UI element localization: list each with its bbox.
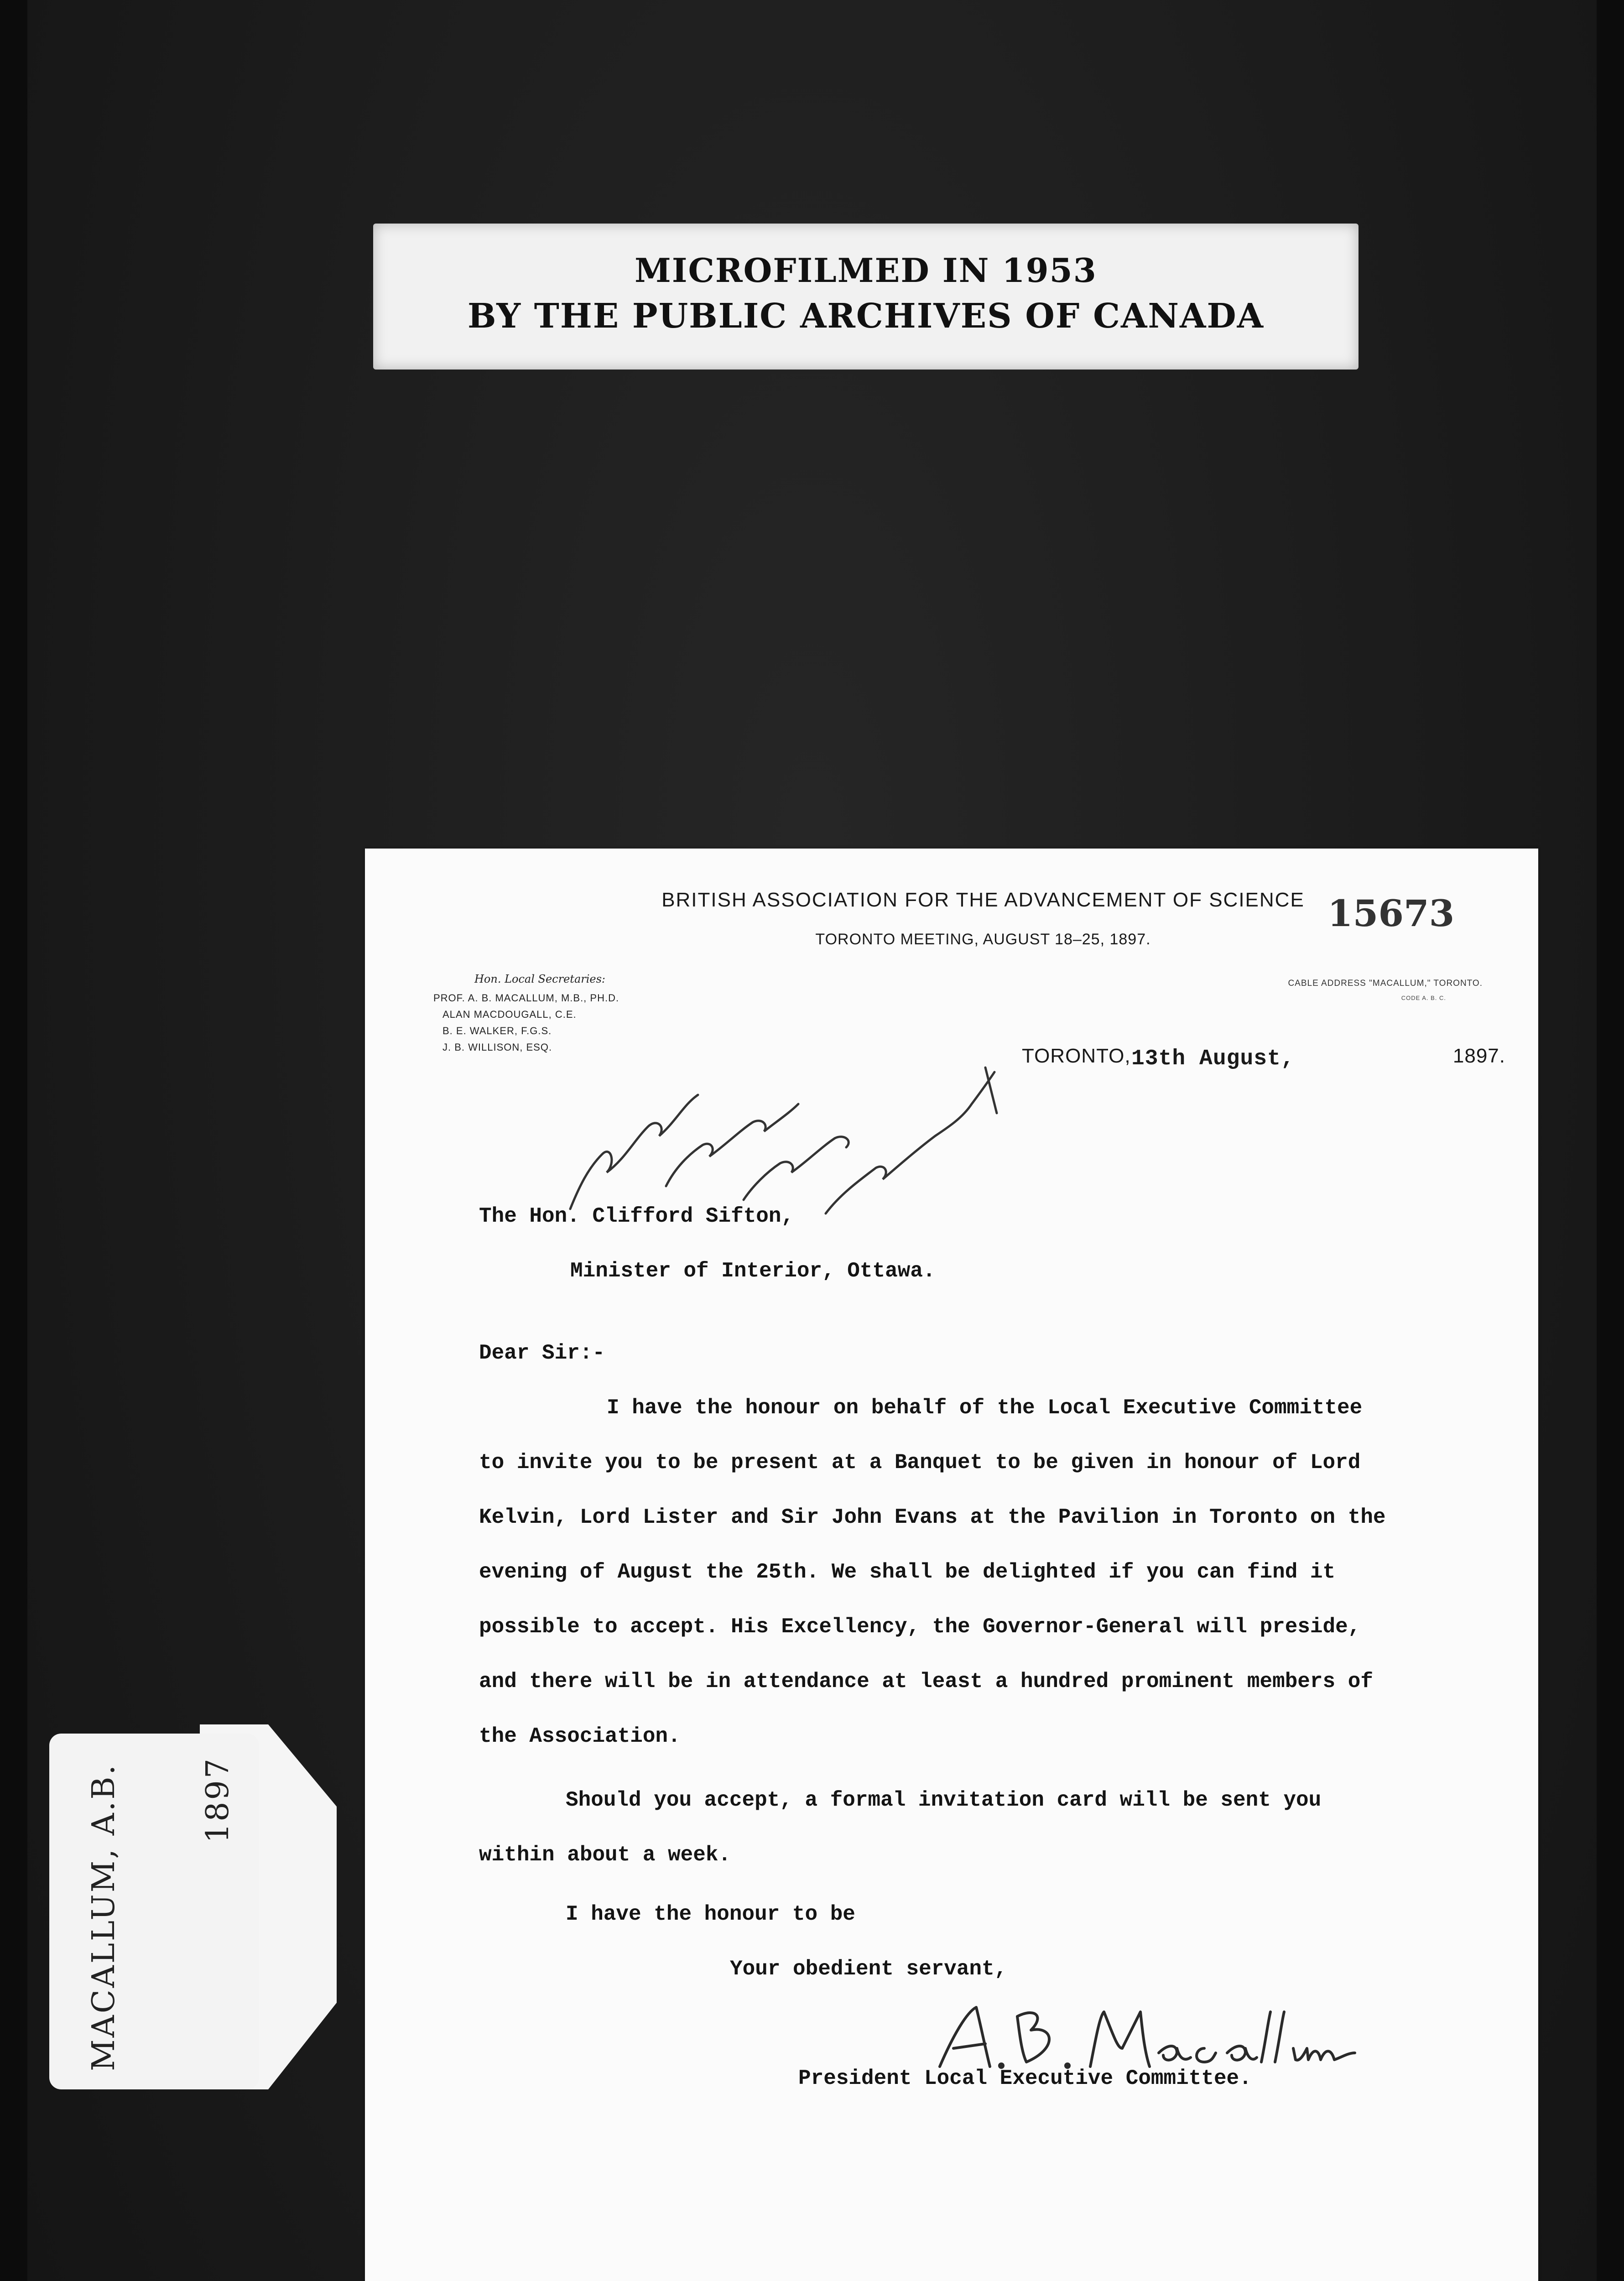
secretary-item: PROF. A. B. MACALLUM, M.B., PH.D. xyxy=(433,992,619,1004)
cable-address: CABLE ADDRESS "MACALLUM," TORONTO. xyxy=(1288,979,1483,988)
dateline-place: TORONTO, xyxy=(1022,1045,1131,1067)
microfilm-stamp xyxy=(373,224,1359,370)
body-line: Kelvin, Lord Lister and Sir John Evans at the Pavilion in Toronto on the xyxy=(479,1505,1386,1529)
recipient-title: Minister of Interior, Ottawa. xyxy=(570,1259,936,1283)
letterhead-organization: BRITISH ASSOCIATION FOR THE ADVANCEMENT OF SCIENCE xyxy=(661,889,1305,911)
closing-line-2: Your obedient servant, xyxy=(730,1957,1007,1981)
stamp-line-1: MICROFILMED IN 1953 xyxy=(635,251,1097,290)
stamp-line-2: BY THE PUBLIC ARCHIVES OF CANADA xyxy=(467,297,1265,336)
recipient-name: The Hon. Clifford Sifton, xyxy=(479,1204,794,1228)
body-line: I have the honour on behalf of the Local Executive Committee xyxy=(607,1396,1363,1420)
body-line: evening of August the 25th. We shall be delighted if you can find it xyxy=(479,1560,1336,1584)
secretaries-list xyxy=(433,990,619,1056)
index-tab-name: MACALLUM, A.B. xyxy=(86,1763,122,2071)
letterhead-meeting: TORONTO MEETING, AUGUST 18–25, 1897. xyxy=(815,931,1151,948)
film-edge-right xyxy=(1597,0,1624,2281)
body-line: the Association. xyxy=(479,1724,681,1748)
index-tab xyxy=(49,1724,396,2089)
body-line: Should you accept, a formal invitation card will be sent you xyxy=(566,1788,1322,1812)
body-line: to invite you to be present at a Banquet to be given in honour of Lord xyxy=(479,1451,1361,1474)
film-edge-left xyxy=(0,0,27,2281)
secretaries-title: Hon. Local Secretaries: xyxy=(474,973,606,985)
secretary-item: ALAN MACDOUGALL, C.E. xyxy=(442,1009,577,1020)
secretary-item: B. E. WALKER, F.G.S. xyxy=(442,1025,552,1036)
index-tab-year: 1897 xyxy=(200,1756,236,1843)
dateline xyxy=(1022,1045,1505,1072)
dateline-year: 1897. xyxy=(1452,1045,1505,1067)
secretary-item: J. B. WILLISON, ESQ. xyxy=(442,1042,552,1053)
salutation: Dear Sir:- xyxy=(479,1341,605,1365)
cable-code: CODE A. B. C. xyxy=(1401,995,1446,1001)
letter-sheet xyxy=(365,849,1538,2281)
body-line: within about a week. xyxy=(479,1843,731,1867)
dateline-date: 13th August, xyxy=(1131,1047,1295,1071)
document-number: 15673 xyxy=(1327,892,1455,935)
closing-line-1: I have the honour to be xyxy=(566,1902,855,1926)
signatory-title: President Local Executive Committee. xyxy=(798,2067,1252,2090)
body-line: possible to accept. His Excellency, the Governor-General will preside, xyxy=(479,1615,1361,1639)
body-line: and there will be in attendance at least a hundred prominent members of xyxy=(479,1670,1373,1693)
